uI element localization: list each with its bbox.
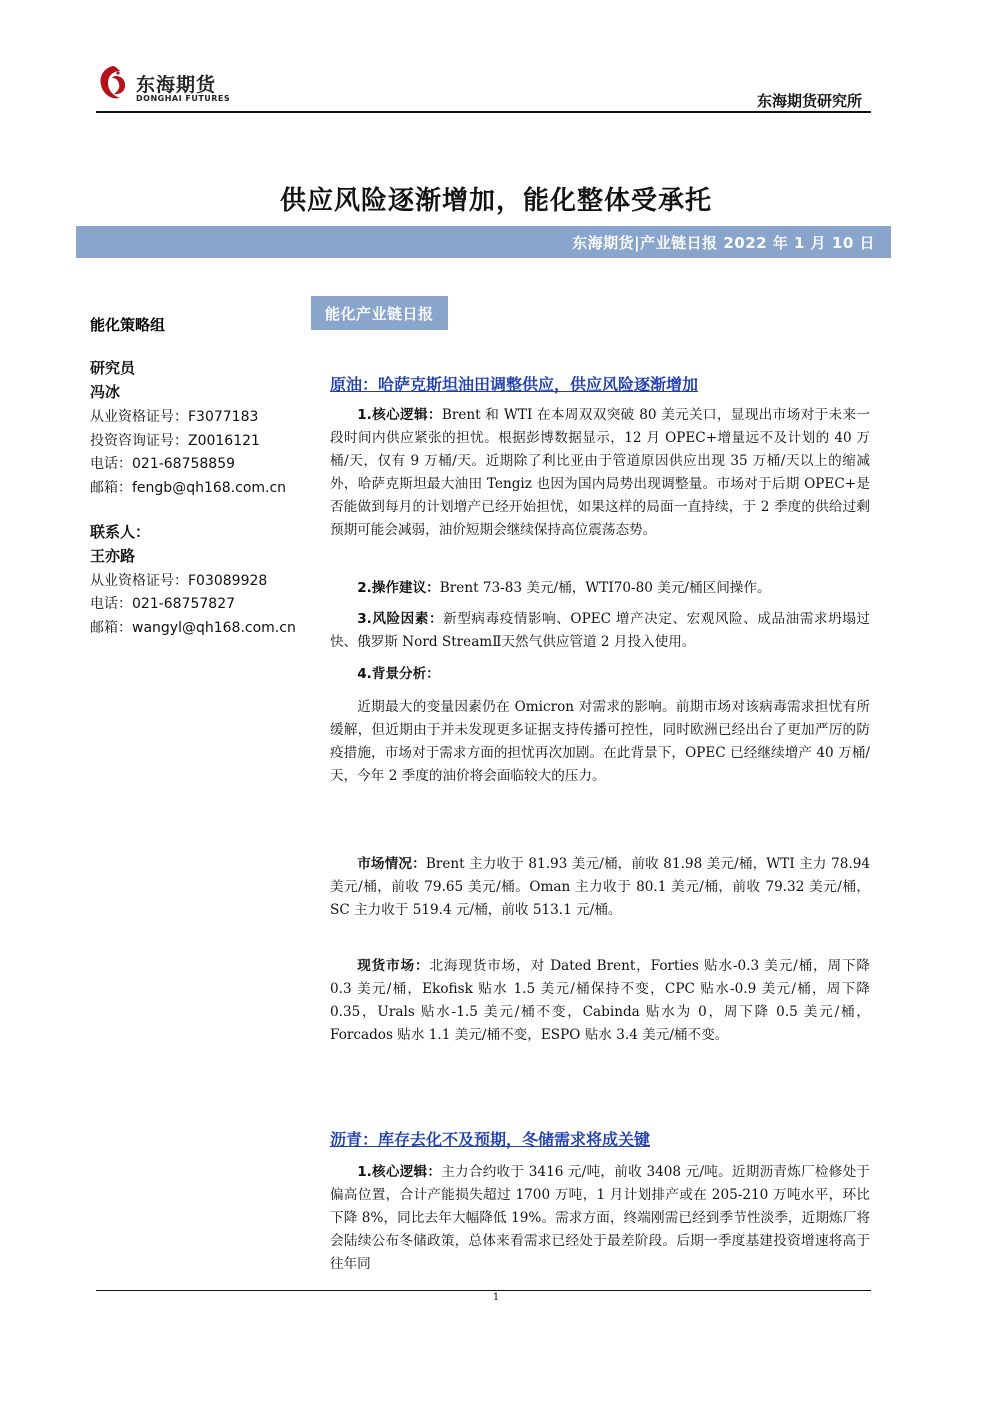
paragraph-label: 4.背景分析： <box>357 666 440 682</box>
crude-oil-section-title: 原油：哈萨克斯坦油田调整供应，供应风险逐渐增加 <box>330 375 699 394</box>
logo-english-text: DONGHAI FUTURES <box>136 94 231 103</box>
crude-market-situation <box>330 853 870 922</box>
crude-risk-factors <box>330 608 870 654</box>
team-name: 能化策略组 <box>90 316 166 334</box>
asphalt-section-title: 沥青：库存去化不及预期，冬储需求将成关键 <box>330 1130 651 1149</box>
asphalt-core-logic <box>330 1161 870 1276</box>
contact-phone: 电话：021-68757827 <box>90 596 236 612</box>
contact-name: 王亦路 <box>90 547 136 565</box>
paragraph-text: 北海现货市场，对 Dated Brent，Forties 贴水-0.3 美元/桶，周下降 0.3 美元/桶，Ekofisk 贴水 1.5 美元/桶保持不变，CPC 贴水-0.9 美元/桶，周下降 0.35，Urals 贴水-1.5 美元/桶不变，Cabinda 贴水为 0，周下降 0.5 美元/桶， Forcados 贴水 1.1 美元/桶不变，ESPO 贴水 3.4 美元/桶不变。 <box>330 958 871 1044</box>
researcher-role: 研究员 <box>90 359 136 377</box>
crude-operation-advice <box>330 577 870 600</box>
paragraph-text: Brent 和 WTI 在本周双双突破 80 美元关口，显现出市场对于未来一段时间内供应紧张的担忧。根据彭博数据显示，12 月 OPEC+增量远不及计划的 40 万桶/天，仅有 9 万桶/天。近期除了利比亚由于管道原因供应出现 35 万桶/天以上的缩减外，哈萨克斯坦最大油田 Tengiz 也因为国内局势出现调整量。市场对于后期 OPEC+是否能做到每月的计划增产已经开始担忧，如果这样的局面一直持续，于 2 季度的供给过剩预期可能会减弱，油价短期会继续保持高位震荡态势。 <box>330 407 871 539</box>
paragraph-text: 主力合约收于 3416 元/吨，前收 3408 元/吨。近期沥青炼厂检修处于偏高位置，合计产能损失超过 1700 万吨，1 月计划排产或在 205-210 万吨水平，环比下降 8%，同比去年大幅降低 19%。需求方面，终端刚需已经到季节性淡季，近期炼厂将会陆续公布冬储政策，总体来看需求已经处于最差阶段。后期一季度基建投资增速将高于往年同 <box>330 1164 871 1273</box>
header-divider <box>96 111 871 113</box>
researcher-phone: 电话：021-68758859 <box>90 456 236 472</box>
banner-text: 东海期货|产业链日报 2022 年 1 月 10 日 <box>572 233 875 252</box>
paragraph-text: Brent 73-83 美元/桶，WTI70-80 美元/桶区间操作。 <box>439 580 771 596</box>
paragraph-text: 新型病毒疫情影响、OPEC 增产决定、宏观风险、成品油需求坍塌过快、俄罗斯 Nord StreamⅡ天然气供应管道 2 月投入使用。 <box>330 611 871 651</box>
crude-spot-market <box>330 955 870 1047</box>
paragraph-label: 2.操作建议： <box>357 580 440 596</box>
paragraph-text: Brent 主力收于 81.93 美元/桶，前收 81.98 美元/桶，WTI 主力 78.94 美元/桶，前收 79.65 美元/桶。Oman 主力收于 80.1 美元/桶，前收 79.32 美元/桶，SC 主力收于 519.4 元/桶，前收 513.1 元/桶。 <box>330 856 870 919</box>
paragraph-label: 1.核心逻辑： <box>357 407 442 423</box>
paragraph-label: 市场情况： <box>357 856 426 872</box>
page-number: 1 <box>492 1292 500 1303</box>
report-banner <box>76 226 891 258</box>
paragraph-label: 3.风险因素： <box>357 611 444 627</box>
crude-background-heading <box>330 663 870 686</box>
contact-role: 联系人： <box>90 523 151 541</box>
crude-background-analysis <box>330 696 870 788</box>
paragraph-label: 现货市场： <box>357 958 430 974</box>
contact-qualification: 从业资格证号：F03089928 <box>90 573 268 589</box>
contact-email[interactable]: 邮箱：wangyl@qh168.com.cn <box>90 620 296 636</box>
dragon-logo-icon <box>96 64 130 104</box>
researcher-qualification: 从业资格证号：F3077183 <box>90 409 259 425</box>
header-organization: 东海期货研究所 <box>756 92 862 110</box>
researcher-name: 冯冰 <box>90 383 121 401</box>
company-logo <box>96 64 236 106</box>
footer-divider <box>96 1290 871 1291</box>
section-tag: 能化产业链日报 <box>311 296 448 330</box>
researcher-email[interactable]: 邮箱：fengb@qh168.com.cn <box>90 480 287 496</box>
paragraph-text: 近期最大的变量因素仍在 Omicron 对需求的影响。前期市场对该病毒需求担忧有所缓解，但近期由于并未发现更多证据支持传播可控性，同时欧洲已经出台了更加严厉的防疫措施，市场对于需求方面的担忧再次加剧。在此背景下，OPEC 已经继续增产 40 万桶/天，今年 2 季度的油价将会面临较大的压力。 <box>330 699 870 785</box>
researcher-consulting-id: 投资咨询证号：Z0016121 <box>90 433 260 449</box>
logo-chinese-text: 东海期货 <box>136 74 217 96</box>
paragraph-label: 1.核心逻辑： <box>357 1164 442 1180</box>
report-title: 供应风险逐渐增加，能化整体受承托 <box>279 186 712 216</box>
crude-core-logic <box>330 404 870 543</box>
